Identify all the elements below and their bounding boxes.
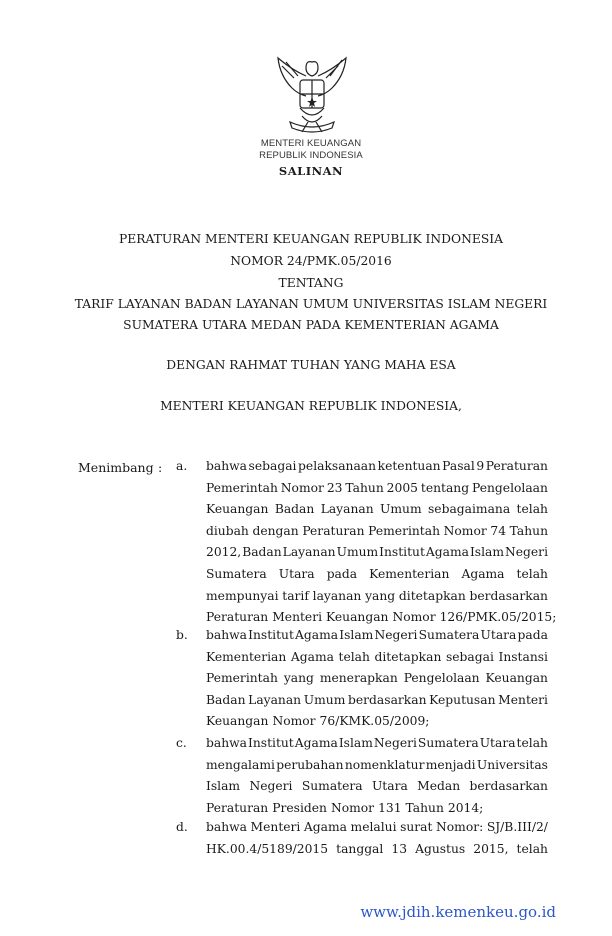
text-line: Pemerintah Nomor 23 Tahun 2005 tentang Pengelolaan	[206, 480, 548, 495]
invocation: DENGAN RAHMAT TUHAN YANG MAHA ESA	[166, 358, 456, 372]
text-line: Peraturan Menteri Keuangan Nomor 126/PMK.05/2015;	[206, 610, 557, 625]
watermark-url: www.jdih.kemenkeu.go.id	[360, 903, 556, 921]
text-line: Keuangan Badan Layanan Umum sebagaimana telah	[206, 502, 548, 517]
item-text	[206, 817, 548, 860]
text-line: Islam Negeri Sumatera Utara Medan berdasarkan	[206, 779, 548, 794]
text-line: bahwa Institut Agama Islam Negeri Sumatera Utara pada	[206, 628, 548, 642]
regulation-title: PERATURAN MENTERI KEUANGAN REPUBLIK INDONESIA	[118, 232, 504, 246]
copy-mark: SALINAN	[278, 164, 344, 178]
item-marker: a.	[176, 459, 188, 473]
issuer: MENTERI KEUANGAN REPUBLIK INDONESIA,	[160, 399, 462, 413]
considering-item	[176, 733, 548, 819]
text-line: mempunyai tarif layanan yang ditetapkan berdasarkan	[206, 588, 548, 603]
text-line: HK.00.4/5189/2015 tanggal 13 Agustus 2015, telah	[206, 841, 548, 856]
regulation-number: NOMOR 24/PMK.05/2016	[230, 254, 392, 268]
considering-item	[176, 456, 557, 629]
text-line: Peraturan Presiden Nomor 131 Tahun 2014;	[206, 800, 484, 815]
item-marker: c.	[176, 736, 187, 750]
garuda-emblem	[272, 50, 352, 136]
text-line: Kementerian Agama telah ditetapkan sebagai Instansi	[206, 649, 548, 664]
considering-item	[176, 625, 548, 733]
text-line: mengalami perubahan nomenklatur menjadi Universitas	[206, 757, 548, 772]
text-line: diubah dengan Peraturan Pemerintah Nomor 74 Tahun	[206, 523, 548, 538]
regulation-subject-1: TARIF LAYANAN BADAN LAYANAN UMUM UNIVERSITAS ISLAM NEGERI	[74, 297, 548, 311]
text-line: Keuangan Nomor 76/KMK.05/2009;	[206, 714, 430, 729]
text-line: bahwa Institut Agama Islam Negeri Sumatera Utara telah	[206, 736, 548, 750]
considering-label: Menimbang	[78, 460, 154, 475]
considering-colon: :	[158, 460, 163, 475]
office-line-2: REPUBLIK INDONESIA	[259, 150, 363, 161]
item-marker: d.	[176, 820, 188, 834]
text-line: 2012, Badan Layanan Umum Institut Agama Islam Negeri	[206, 545, 548, 560]
regulation-about: TENTANG	[278, 276, 344, 290]
text-line: bahwa sebagai pelaksanaan ketentuan Pasal 9 Peraturan	[206, 459, 548, 473]
regulation-subject-2: SUMATERA UTARA MEDAN PADA KEMENTERIAN AGAMA	[123, 318, 499, 332]
considering-item	[176, 817, 548, 860]
item-text	[206, 456, 557, 629]
item-marker: b.	[176, 628, 188, 642]
text-line: Badan Layanan Umum berdasarkan Keputusan Menteri	[206, 692, 548, 707]
item-text	[206, 625, 548, 733]
text-line: Sumatera Utara pada Kementerian Agama telah	[206, 566, 548, 581]
text-line: bahwa Menteri Agama melalui surat Nomor: SJ/B.III/2/	[206, 820, 548, 834]
text-line: Pemerintah yang menerapkan Pengelolaan Keuangan	[206, 671, 548, 686]
office-line-1: MENTERI KEUANGAN	[260, 138, 362, 149]
item-text	[206, 733, 548, 819]
